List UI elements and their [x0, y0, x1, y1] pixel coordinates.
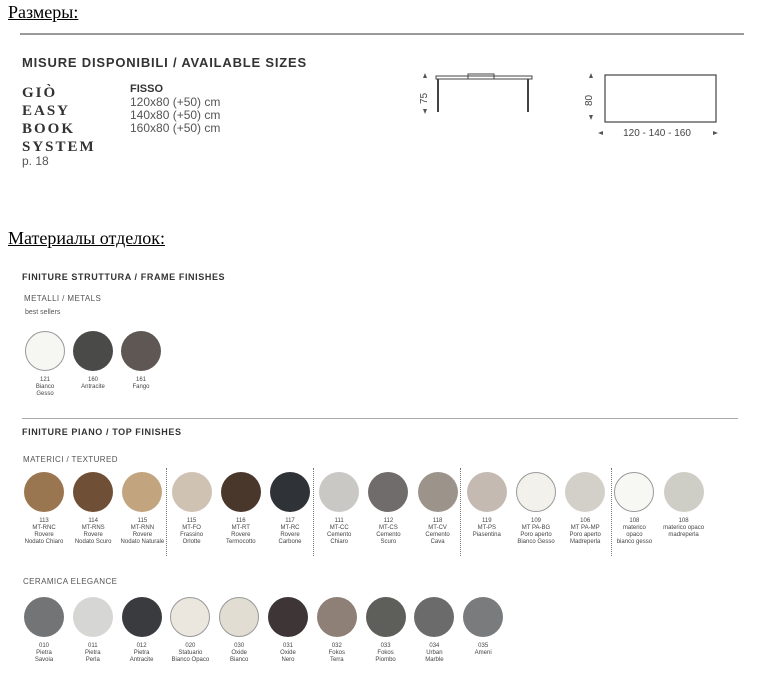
finish-swatch — [562, 472, 608, 546]
separator — [166, 468, 167, 556]
finish-color-circle — [122, 597, 162, 637]
metals-subtitle: METALLI / METALS — [24, 294, 102, 303]
finish-swatch — [661, 472, 707, 539]
finish-label: 117 MT-RC Rovere Carbone — [278, 518, 302, 545]
finish-color-circle — [24, 597, 64, 637]
finish-swatch — [21, 472, 67, 546]
frame-finishes-title: FINITURE STRUTTURA / FRAME FINISHES — [22, 272, 226, 282]
finish-label: 114 MT-RNS Rovere Nodato Scuro — [74, 518, 112, 545]
finish-label: 119 MT-PS Piasentina — [472, 518, 501, 538]
finish-swatch — [70, 472, 116, 546]
depth-dimension: 80 — [584, 94, 595, 106]
top-finishes-title: FINITURE PIANO / TOP FINISHES — [22, 427, 182, 437]
finish-label: 121 Bianco Gesso — [35, 377, 55, 397]
finish-color-circle — [268, 597, 308, 637]
finish-swatch — [70, 331, 116, 391]
finish-label: 113 MT-RNC Rovere Nodato Chiaro — [24, 518, 64, 545]
size-options — [130, 96, 220, 135]
finish-swatch — [169, 472, 215, 546]
finish-swatch — [513, 472, 559, 546]
finish-color-circle — [73, 597, 113, 637]
finish-label: 116 MT-RT Rovere Termocotto — [225, 518, 256, 545]
finish-label: 108 materico opaco bianco gesso — [616, 518, 653, 545]
finish-label: 020 Statuario Bianco Opaco — [171, 643, 210, 663]
size-option: 160x80 (+50) cm — [130, 121, 221, 135]
sizes-title: MISURE DISPONIBILI / AVAILABLE SIZES — [22, 55, 307, 70]
finish-label: 111 MT-CC Cemento Chiaro — [327, 518, 352, 545]
finish-color-circle — [565, 472, 605, 512]
textured-subtitle: MATERICI / TEXTURED — [23, 455, 118, 464]
finish-label: 109 MT PA-BG Poro aperto Bianco Gesso — [517, 518, 555, 545]
finish-color-circle — [270, 472, 310, 512]
finish-label: 118 MT-CV Cemento Cava — [425, 518, 450, 545]
finish-color-circle — [317, 597, 357, 637]
finish-color-circle — [516, 472, 556, 512]
finish-swatch — [464, 472, 510, 539]
finish-label: 030 Oxide Bianco — [230, 643, 249, 663]
finish-color-circle — [221, 472, 261, 512]
finish-swatch — [119, 472, 165, 546]
finish-label: 012 Pietra Antracite — [129, 643, 154, 663]
finish-color-circle — [219, 597, 259, 637]
separator — [460, 468, 461, 556]
finish-label: 011 Pietra Perla — [84, 643, 101, 663]
best-sellers-note: best sellers — [25, 309, 61, 316]
separator — [313, 468, 314, 556]
finish-color-circle — [172, 472, 212, 512]
finish-label: 031 Oxide Nero — [280, 643, 296, 663]
divider — [20, 33, 744, 35]
table-side-view-drawing — [418, 70, 543, 120]
finish-swatch — [118, 331, 164, 391]
finish-swatch — [167, 597, 213, 664]
height-dimension: 75 — [419, 92, 430, 104]
product-name: GIÒ EASY BOOK SYSTEM — [22, 85, 96, 155]
finish-swatch — [365, 472, 411, 546]
finish-label: 033 Fokos Piombo — [375, 643, 396, 663]
type-label: FISSO — [130, 83, 164, 95]
finish-swatch — [265, 597, 311, 664]
finish-swatch — [267, 472, 313, 546]
finish-color-circle — [73, 472, 113, 512]
finish-color-circle — [467, 472, 507, 512]
finish-color-circle — [368, 472, 408, 512]
finish-color-circle — [122, 472, 162, 512]
sizes-heading: Размеры: — [8, 2, 79, 22]
finish-label: 034 Urban Marble — [425, 643, 444, 663]
ceramic-subtitle: CERAMICA ELEGANCE — [23, 577, 118, 586]
finish-swatch — [460, 597, 506, 657]
size-option: 140x80 (+50) cm — [130, 108, 221, 122]
finish-color-circle — [614, 472, 654, 512]
finish-swatch — [21, 597, 67, 664]
finish-label: 035 Ameni — [474, 643, 492, 656]
finish-label: 161 Fango — [132, 377, 150, 390]
finish-label: 032 Fokos Terra — [328, 643, 345, 663]
width-dimension: 120 - 140 - 160 — [623, 128, 691, 139]
divider — [22, 418, 738, 419]
finish-swatch — [70, 597, 116, 664]
finish-color-circle — [170, 597, 210, 637]
finish-color-circle — [24, 472, 64, 512]
finish-label: 115 MT-RNN Rovere Nodato Naturale — [120, 518, 165, 545]
finish-swatch — [415, 472, 461, 546]
finish-swatch — [363, 597, 409, 664]
finish-label: 108 materico opaco madreperla — [663, 518, 705, 538]
finish-color-circle — [319, 472, 359, 512]
size-option: 120x80 (+50) cm — [130, 95, 221, 109]
finish-swatch — [218, 472, 264, 546]
finish-swatch — [119, 597, 165, 664]
finish-color-circle — [463, 597, 503, 637]
finish-color-circle — [414, 597, 454, 637]
finish-label: 106 MT PA-MP Poro aperto Madreperla — [569, 518, 601, 545]
finish-swatch — [22, 331, 68, 398]
finish-label: 112 MT-CS Cemento Scuro — [376, 518, 401, 545]
finish-label: 160 Antracite — [81, 377, 105, 390]
finish-color-circle — [418, 472, 458, 512]
finish-color-circle — [25, 331, 65, 371]
finish-color-circle — [121, 331, 161, 371]
finish-swatch — [314, 597, 360, 664]
page-reference: p. 18 — [22, 154, 49, 168]
separator — [611, 468, 612, 556]
finish-swatch — [611, 472, 657, 546]
finish-color-circle — [664, 472, 704, 512]
finish-color-circle — [366, 597, 406, 637]
finish-label: 010 Pietra Savoia — [34, 643, 54, 663]
finish-swatch — [316, 472, 362, 546]
materials-heading: Материалы отделок: — [8, 228, 166, 248]
finish-swatch — [411, 597, 457, 664]
finish-color-circle — [73, 331, 113, 371]
finish-label: 115 MT-FO Frassino Orlotte — [180, 518, 204, 545]
finish-swatch — [216, 597, 262, 664]
